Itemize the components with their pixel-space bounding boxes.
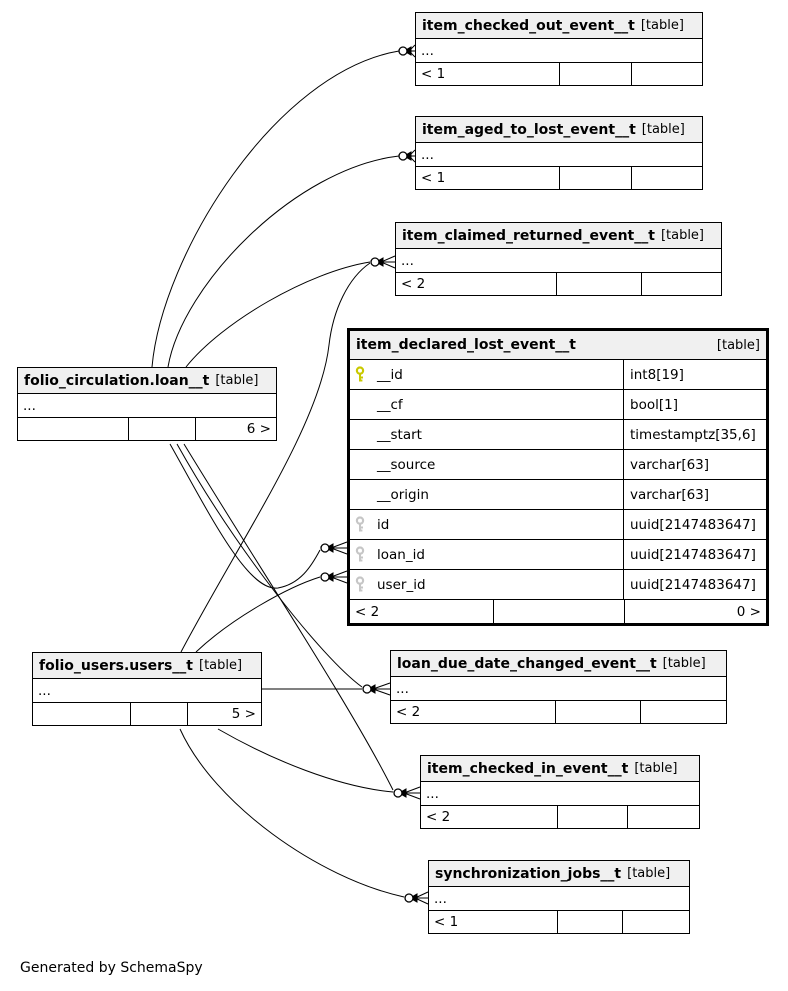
footer-parents-count: < 1 [421,170,446,186]
column-row[interactable] [350,540,766,570]
table-item-aged-to-lost-event-t[interactable] [415,116,703,190]
crowfoot-marker-aged-to-lost [399,150,415,162]
footer-children-count [640,701,726,723]
table-tag: [table] [627,866,671,881]
columns-ellipsis-row: ... [416,143,702,167]
column-type: varchar[63] [623,480,766,509]
table-item-claimed-returned-event-t[interactable] [395,222,722,296]
table-footer [429,911,689,933]
table-folio-users-users-t[interactable] [32,652,262,726]
crowfoot-marker-claimed-returned [371,256,395,268]
edge-users-to-claimed-returned [181,263,370,652]
table-name[interactable]: item_checked_out_event__t [422,17,635,34]
table-footer [396,273,721,295]
footer-children-count [641,273,721,295]
table-item-checked-out-event-t[interactable] [415,12,703,86]
columns-ellipsis-row: ... [33,679,261,703]
table-header [350,331,766,360]
footer-mid-cell [556,273,641,295]
table-footer [33,703,261,725]
column-name[interactable]: __origin [377,486,429,503]
footer-parents-count [18,418,128,440]
table-name[interactable]: item_checked_in_event__t [427,760,629,777]
footer-mid-cell [128,418,195,440]
table-synchronization-jobs-t[interactable] [428,860,690,934]
table-name[interactable]: synchronization_jobs__t [435,865,622,882]
table-footer [416,167,702,189]
table-item-declared-lost-event-t[interactable] [347,328,769,626]
table-tag: [table] [640,18,684,33]
table-tag: [table] [199,658,243,673]
table-header [391,651,726,677]
column-name[interactable]: __cf [377,396,403,413]
foreign-key-icon [355,546,377,563]
column-row[interactable] [350,510,766,540]
footer-parents-count: < 2 [355,603,380,620]
primary-key-icon [355,366,377,383]
edge-users-to-declared-lost-user-id [196,577,320,652]
column-name[interactable]: __start [377,426,422,443]
column-name[interactable]: __id [377,366,403,383]
footer-parents-count [33,703,130,725]
foreign-key-icon [355,516,377,533]
footer-children-count: 5 > [187,703,261,725]
table-header [429,861,689,887]
column-type: uuid[2147483647] [623,510,766,539]
table-loan-due-date-changed-event-t[interactable] [390,650,727,724]
column-row[interactable] [350,450,766,480]
column-row[interactable] [350,480,766,510]
column-row[interactable] [350,360,766,390]
table-footer [416,63,702,85]
footer-mid-cell [130,703,187,725]
column-type: int8[19] [623,360,766,389]
column-name[interactable]: user_id [377,576,426,593]
table-footer [350,600,766,623]
crowfoot-marker-declared-lost-user-id [321,571,347,583]
footer-mid-cell [559,63,631,85]
column-row[interactable] [350,420,766,450]
crowfoot-marker-due-date-changed [363,683,390,695]
table-tag: [table] [716,337,760,353]
footer-children-count: 6 > [195,418,276,440]
column-type: uuid[2147483647] [623,570,766,599]
footer-parents-count: < 1 [434,914,459,930]
column-row[interactable] [350,570,766,600]
columns-ellipsis-row: ... [429,887,689,911]
table-footer [18,418,276,440]
table-folio-circulation-loan-t[interactable] [17,367,277,441]
footer-mid-cell [559,167,631,189]
columns-ellipsis-row: ... [391,677,726,701]
columns-ellipsis-row: ... [18,394,276,418]
table-header [416,13,702,39]
table-header [396,223,721,249]
table-name[interactable]: folio_circulation.loan__t [24,372,210,389]
columns-ellipsis-row: ... [396,249,721,273]
footer-mid-cell [555,701,640,723]
footer-children-count: 0 > [624,600,766,623]
footer-children-count [631,63,702,85]
table-header [421,756,699,782]
edge-loan-to-due-date-changed [177,444,362,687]
table-tag: [table] [641,122,685,137]
footer-mid-cell [557,806,627,828]
column-type: varchar[63] [623,450,766,479]
table-header [33,653,261,679]
table-tag: [table] [634,761,678,776]
crowfoot-marker-sync-jobs [405,892,428,904]
table-item-checked-in-event-t[interactable] [420,755,700,829]
table-tag: [table] [215,373,259,388]
table-footer [421,806,699,828]
column-name[interactable]: __source [377,456,436,473]
table-tag: [table] [660,228,705,243]
crowfoot-marker-checked-out [399,45,415,57]
footer-children-count [631,167,702,189]
edge-loan-to-declared-lost-loan-id [170,444,320,588]
footer-children-count [622,911,689,933]
table-name[interactable]: item_claimed_returned_event__t [402,227,655,244]
edge-users-to-checked-in [218,729,393,792]
columns-ellipsis-row: ... [421,782,699,806]
column-type: timestamptz[35,6] [623,420,766,449]
column-name[interactable]: loan_id [377,546,425,563]
edge-loan-to-claimed-returned [186,262,370,367]
footer-children-count [627,806,699,828]
footer-parents-count: < 2 [401,276,426,292]
footer-parents-count: < 2 [426,809,451,825]
table-header [18,368,276,394]
edge-users-to-sync-jobs [180,729,404,897]
column-type: bool[1] [623,390,766,419]
footer-parents-count: < 1 [421,66,446,82]
edge-loan-to-checked-out [152,51,399,367]
column-name[interactable]: id [377,516,390,533]
footer-mid-cell [557,911,622,933]
generated-by-note: Generated by SchemaSpy [20,960,203,976]
table-name[interactable]: loan_due_date_changed_event__t [397,655,657,672]
footer-mid-cell [493,600,624,623]
table-name[interactable]: folio_users.users__t [39,657,193,674]
foreign-key-icon [355,576,377,593]
table-name[interactable]: item_aged_to_lost_event__t [422,121,636,138]
crowfoot-marker-checked-in [394,787,420,799]
table-header [416,117,702,143]
table-name[interactable]: item_declared_lost_event__t [356,337,576,353]
table-tag: [table] [662,656,706,671]
table-footer [391,701,726,723]
columns-ellipsis-row: ... [416,39,702,63]
column-row[interactable] [350,390,766,420]
footer-parents-count: < 2 [396,704,421,720]
crowfoot-marker-declared-lost-loan-id [321,542,347,554]
column-type: uuid[2147483647] [623,540,766,569]
